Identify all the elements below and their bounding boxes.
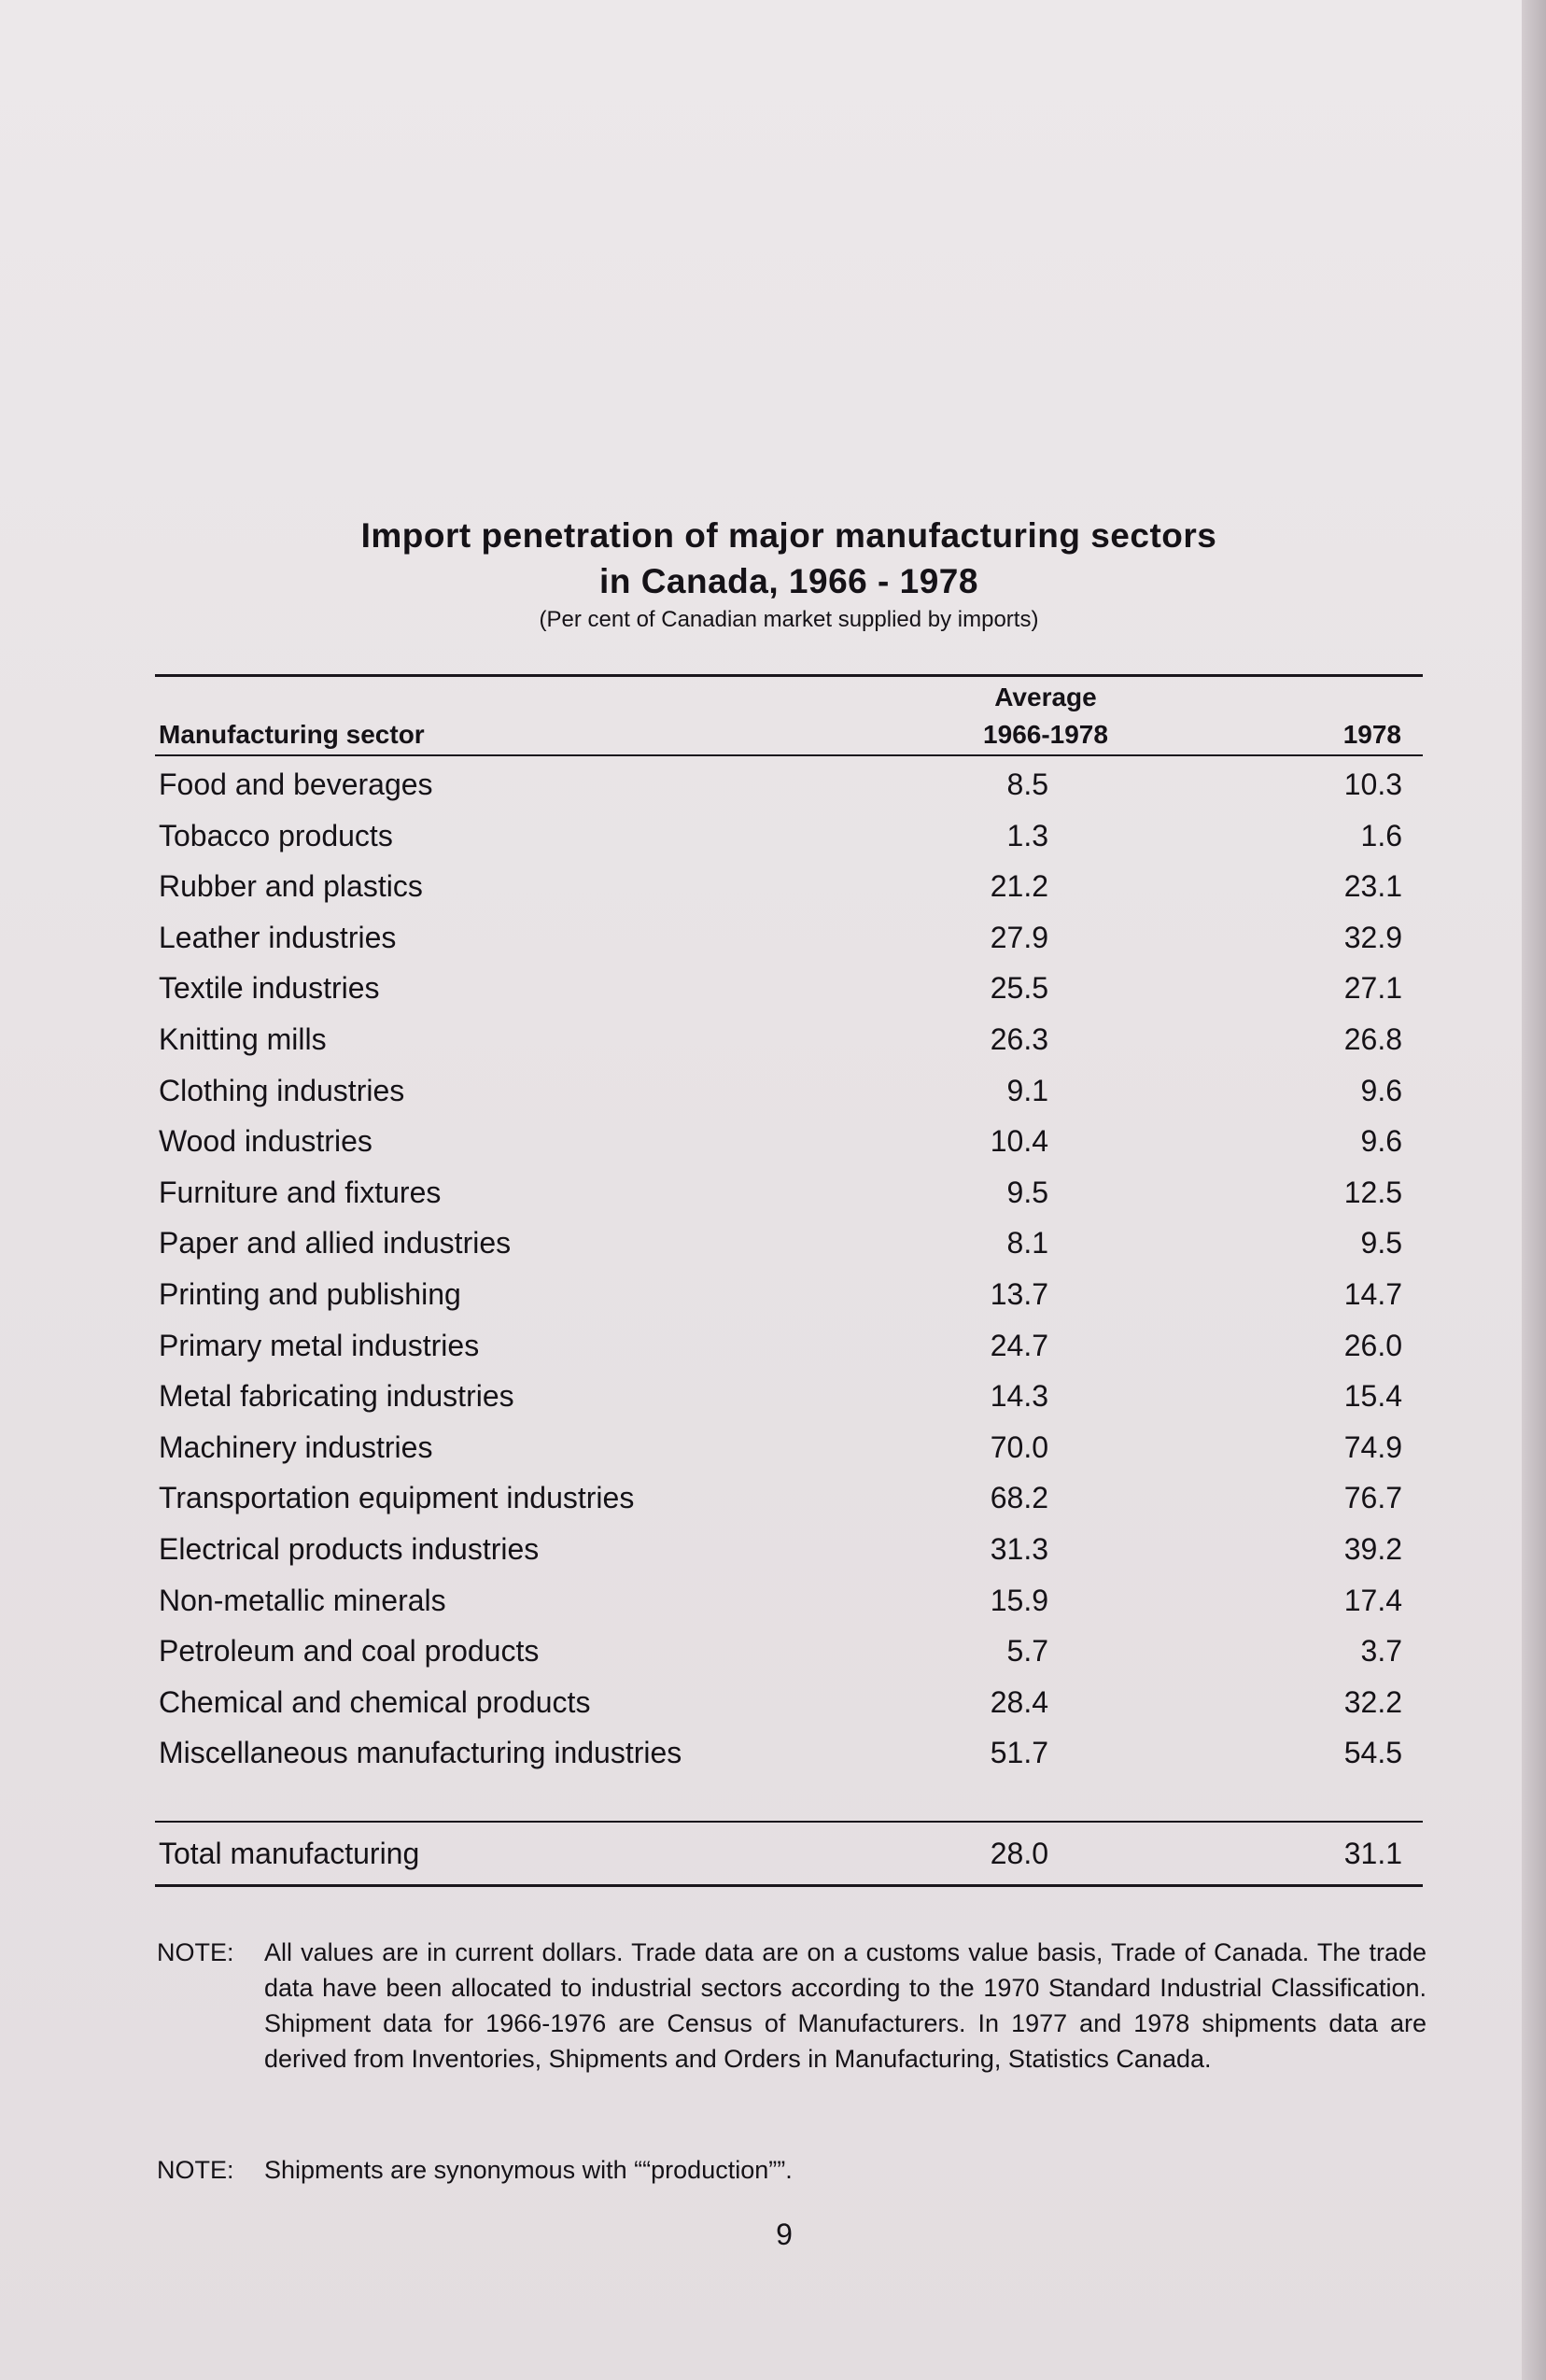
table-top-rule [155,674,1423,677]
table-row [0,1124,1522,1171]
row-sector: Miscellaneous manufacturing industries [159,1736,682,1769]
row-1978: 10.3 [1343,768,1402,801]
table-row [0,1379,1522,1426]
row-sector: Rubber and plastics [159,869,423,903]
row-1978: 14.7 [1343,1277,1402,1311]
row-sector: Printing and publishing [159,1277,461,1311]
table-row [0,1226,1522,1273]
table-row [0,1532,1522,1579]
table-row [0,1736,1522,1782]
row-average: 1.3 [1006,819,1048,852]
note-1 [157,1935,1427,2121]
table-row [0,921,1522,967]
total-1978: 31.1 [1343,1837,1402,1870]
table-bottom-rule [155,1884,1423,1887]
table-row [0,768,1522,814]
row-sector: Knitting mills [159,1022,327,1056]
row-1978: 26.8 [1343,1022,1402,1056]
table-title-line-2: in Canada, 1966 - 1978 [599,562,978,600]
table-row [0,971,1522,1018]
row-sector: Food and beverages [159,768,433,801]
table-row-total [0,1837,1522,1883]
row-average: 9.5 [1006,1176,1048,1209]
table-row [0,1685,1522,1732]
row-average: 9.1 [1006,1074,1048,1107]
table-row [0,1329,1522,1375]
row-1978: 12.5 [1343,1176,1402,1209]
row-1978: 32.2 [1343,1685,1402,1719]
row-sector: Electrical products industries [159,1532,540,1566]
row-sector: Non-metallic minerals [159,1584,446,1617]
table-row [0,1634,1522,1681]
header-average-line-1: Average [994,683,1097,711]
table-row [0,1481,1522,1528]
row-sector: Leather industries [159,921,397,954]
row-average: 28.4 [990,1685,1048,1719]
row-1978: 9.5 [1360,1226,1402,1260]
table-row [0,819,1522,866]
row-average: 51.7 [990,1736,1048,1769]
row-average: 31.3 [990,1532,1048,1566]
page-edge [1522,0,1546,2380]
row-sector: Transportation equipment industries [159,1481,635,1514]
row-1978: 15.4 [1343,1379,1402,1413]
row-1978: 76.7 [1343,1481,1402,1514]
row-sector: Wood industries [159,1124,372,1158]
header-rule [155,754,1423,756]
total-top-rule [155,1821,1423,1823]
row-1978: 27.1 [1343,971,1402,1005]
row-average: 8.5 [1006,768,1048,801]
total-average: 28.0 [990,1837,1048,1870]
row-sector: Primary metal industries [159,1329,480,1362]
row-average: 21.2 [990,869,1048,903]
table-subtitle: (Per cent of Canadian market supplied by imports) [539,607,1039,632]
row-average: 68.2 [990,1481,1048,1514]
row-average: 25.5 [990,971,1048,1005]
row-sector: Paper and allied industries [159,1226,512,1260]
row-average: 8.1 [1006,1226,1048,1260]
row-average: 24.7 [990,1329,1048,1362]
note-2-label: NOTE: [157,2156,234,2184]
note-2-text: Shipments are synonymous with ““production””. [264,2156,793,2184]
row-1978: 39.2 [1343,1532,1402,1566]
row-sector: Furniture and fixtures [159,1176,442,1209]
row-average: 13.7 [990,1277,1048,1311]
note-1-label: NOTE: [157,1938,234,1966]
row-average: 70.0 [990,1430,1048,1464]
row-1978: 26.0 [1343,1329,1402,1362]
row-sector: Machinery industries [159,1430,433,1464]
row-sector: Textile industries [159,971,380,1005]
row-sector: Clothing industries [159,1074,405,1107]
table-row [0,1022,1522,1069]
row-1978: 54.5 [1343,1736,1402,1769]
note-1-text: All values are in current dollars. Trade data are on a customs value basis, Trade of Canada. The trade data have been allocated to industrial sectors according to the 1970 Standard Industrial Classification. Shipment data for 1966-1976 are Census of Manufacturers. In 1977 and 1978 shipments data are derived from Inventories, Shipments and Orders in Manufacturing, Statistics Canada. [264,1938,1427,2073]
row-1978: 23.1 [1343,869,1402,903]
row-average: 27.9 [990,921,1048,954]
table-row [0,1277,1522,1324]
header-average-line-2: 1966-1978 [983,720,1108,749]
row-average: 14.3 [990,1379,1048,1413]
row-1978: 32.9 [1343,921,1402,954]
table-row [0,869,1522,916]
table-row [0,1430,1522,1477]
header-sector: Manufacturing sector [159,720,425,749]
row-1978: 3.7 [1360,1634,1402,1668]
row-average: 10.4 [990,1124,1048,1158]
row-sector: Metal fabricating industries [159,1379,514,1413]
row-average: 5.7 [1006,1634,1048,1668]
row-average: 15.9 [990,1584,1048,1617]
row-1978: 9.6 [1360,1124,1402,1158]
row-1978: 74.9 [1343,1430,1402,1464]
header-year: 1978 [1342,720,1401,749]
row-sector: Tobacco products [159,819,393,852]
row-1978: 17.4 [1343,1584,1402,1617]
row-1978: 9.6 [1360,1074,1402,1107]
table-row [0,1584,1522,1630]
row-1978: 1.6 [1360,819,1402,852]
row-average: 26.3 [990,1022,1048,1056]
total-sector: Total manufacturing [159,1837,420,1870]
row-sector: Chemical and chemical products [159,1685,591,1719]
table-title-line-1: Import penetration of major manufacturing sectors [360,516,1217,555]
note-2 [157,2152,1427,2190]
table-row [0,1074,1522,1120]
page-number: 9 [776,2218,793,2251]
row-sector: Petroleum and coal products [159,1634,540,1668]
table-row [0,1176,1522,1222]
